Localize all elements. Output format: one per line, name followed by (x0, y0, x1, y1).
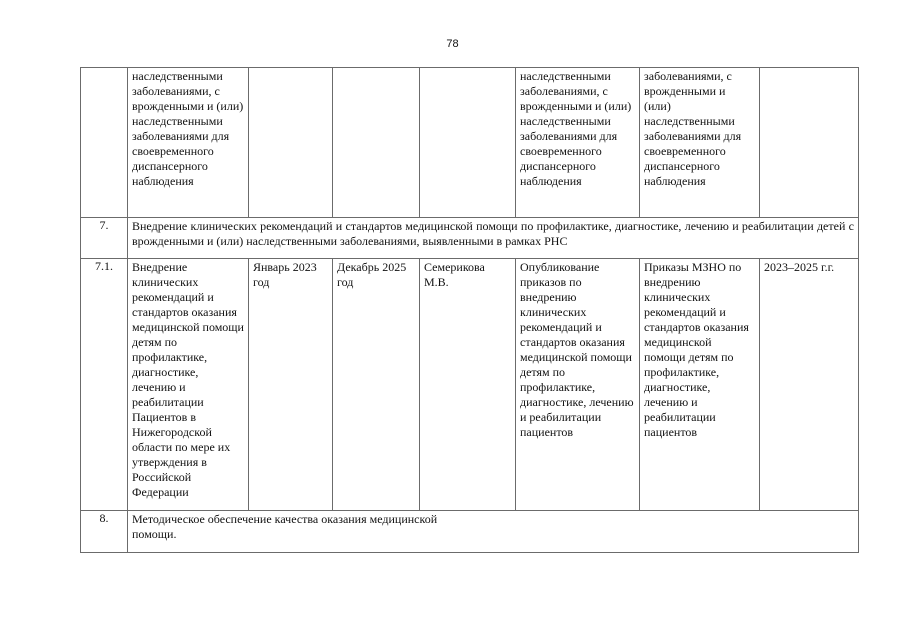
result-indicator: Опубликование приказов по внедрению клинических рекомендаций и стандартов оказания медицинской помощи детям по профилактике, диагностике, лечению и реабилитации пациентов (516, 259, 640, 511)
section-title: Внедрение клинических рекомендаций и стандартов медицинской помощи по профилактике, диагностике, лечению и реабилитации детей с врожденными и (или) наследственными заболеваниями, выявленными в рамках РНС (128, 218, 859, 259)
end-date: Декабрь 2025 год (333, 259, 420, 511)
section-title (128, 511, 859, 553)
row-number: 7.1. (81, 259, 128, 511)
result-indicator: наследственными заболеваниями, с врожденными и (или) наследственными заболеваниями для своевременного диспансерного наблюдения (516, 68, 640, 218)
responsible-person: Семерикова М.В. (420, 259, 516, 511)
implementation-period: 2023–2025 г.г. (760, 259, 859, 511)
page-number: 78 (446, 38, 459, 50)
start-date: Январь 2023 год (249, 259, 333, 511)
row-number (81, 68, 128, 218)
section-title-text: Методическое обеспечение качества оказания медицинской помощи. (132, 512, 438, 541)
responsible-person (420, 68, 516, 218)
table-row-item-7-1 (81, 259, 859, 511)
row-number: 8. (81, 511, 128, 553)
table-row-section-7 (81, 218, 859, 259)
implementation-period (760, 68, 859, 218)
expected-outcome: заболеваниями, с врожденными и (или) наследственными заболеваниями для своевременного диспансерного наблюдения (640, 68, 760, 218)
end-date (333, 68, 420, 218)
activity-description: наследственными заболеваниями, с врожденными и (или) наследственными заболеваниями для своевременного диспансерного наблюдения (128, 68, 249, 218)
start-date (249, 68, 333, 218)
table-row-section-8 (81, 511, 859, 553)
row-number: 7. (81, 218, 128, 259)
table-row-continuation (81, 68, 859, 218)
expected-outcome: Приказы МЗНО по внедрению клинических рекомендаций и стандартов оказания медицинской помощи детям по профилактике, диагностике, лечению и реабилитации пациентов (640, 259, 760, 511)
activity-description: Внедрение клинических рекомендаций и стандартов оказания медицинской помощи детям по профилактике, диагностике, лечению и реабилитации Пациентов в Нижегородской области по мере их утверждения в Российской Федерации (128, 259, 249, 511)
action-plan-table (80, 67, 859, 553)
